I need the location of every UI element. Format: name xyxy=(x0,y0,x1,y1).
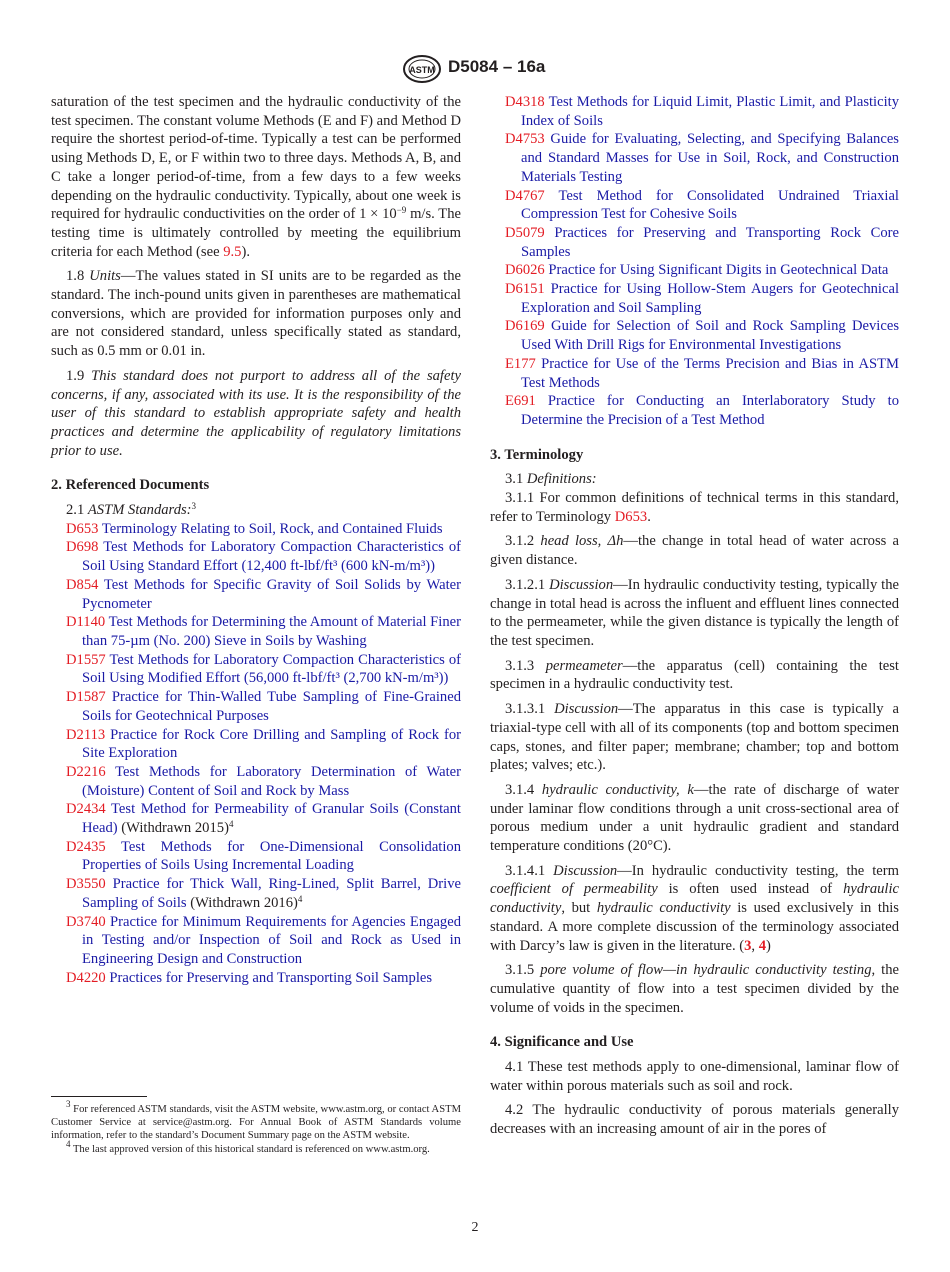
reference-title-link[interactable]: Test Methods for Laboratory Compaction Characteristics of Soil Using Standard Effort (12,400 ft-lbf/ft³ (600 kN-m/m³)) xyxy=(82,539,461,575)
paragraph-3-1-3-1: 3.1.3.1 Discussion—The apparatus in this case is typically a triaxial-type cell with all of its components (top and bottom specimen caps, stones, and filter paper; membrane; chamber; top and bottom plates; valves; etc.). xyxy=(490,701,900,774)
reference-code-link[interactable]: E691 xyxy=(505,393,536,410)
reference-entry xyxy=(490,130,899,186)
paragraph-continuation: saturation of the test specimen and the hydraulic conductivity of the test specimen. The constant volume Methods (E and F) and Method D require the shortest period-of-time. Typically a test can be performed using Methods D, E, or F within two to three days. Methods A, B, and C take a longer period-of-time, from a few days to a few weeks depending on the hydraulic conductivity. Typically, about one week is required for hydraulic conductivities on the order of $1 \times 10^{-9}$ m/s. The testing time is ultimately controlled by meeting the equilibrium criteria for each Method (see 9.5). xyxy=(51,94,461,260)
section-heading-4: 4. Significance and Use xyxy=(490,1034,634,1051)
reference-title-link[interactable]: Guide for Evaluating, Selecting, and Specifying Balances and Standard Masses for Use in Soil, Rock, and Construction Materials Testing xyxy=(521,131,899,185)
reference-entry xyxy=(51,763,461,800)
reference-code-link[interactable]: D854 xyxy=(66,576,99,593)
section-link-9-5[interactable]: 9.5 xyxy=(223,243,242,260)
paragraph-3-1-3: 3.1.3 permeameter—the apparatus (cell) containing the test specimen in a hydraulic conductivity test. xyxy=(490,657,899,693)
citation-link-4[interactable]: 4 xyxy=(758,937,766,954)
reference-entry xyxy=(51,538,461,575)
reference-entry xyxy=(51,576,461,613)
reference-entry xyxy=(51,838,461,875)
section-heading-2: 2. Referenced Documents xyxy=(51,477,210,494)
reference-title-link[interactable]: Practice for Rock Core Drilling and Sampling of Rock for Site Exploration xyxy=(82,726,461,762)
reference-title-link[interactable]: Practice for Minimum Requirements for Agencies Engaged in Testing and/or Inspection of Soil and Rock as Used in Engineering Design and Construction xyxy=(82,913,461,967)
reference-entry xyxy=(490,187,899,224)
paragraph-3-1: 3.1 Definitions: xyxy=(505,471,597,488)
footnote-4: $^4$ The last approved version of this historical standard is referenced on www.astm.org. xyxy=(66,1138,430,1155)
reference-title-link[interactable]: Test Methods for Laboratory Compaction Characteristics of Soil Using Modified Effort (56,000 ft-lbf/ft³ (2,700 kN-m/m³)) xyxy=(82,651,461,687)
reference-code-link[interactable]: D4767 xyxy=(505,187,545,204)
reference-title-link[interactable]: Test Methods for Determining the Amount of Material Finer than 75-µm (No. 200) Sieve in Soils by Washing xyxy=(82,614,461,649)
document-number: D5084 – 16a xyxy=(448,57,546,76)
reference-entry xyxy=(51,969,461,988)
reference-code-link[interactable]: D698 xyxy=(66,539,99,556)
reference-title-link[interactable]: Practice for Using Significant Digits in Geotechnical Data xyxy=(544,262,889,279)
reference-title-link[interactable]: Test Methods for Laboratory Determination of Water (Moisture) Content of Soil and Rock by Mass xyxy=(82,763,461,799)
reference-code-link[interactable]: D4753 xyxy=(505,131,545,148)
reference-title-link[interactable]: Test Methods for One-Dimensional Consolidation Properties of Soils Using Incremental Loading xyxy=(82,838,461,874)
withdrawn-note: (Withdrawn 2015) xyxy=(117,820,229,837)
paragraph-4-1: 4.1 These test methods apply to one-dimensional, laminar flow of water within porous materials such as soil and rock. xyxy=(490,1059,899,1094)
footnote-divider xyxy=(51,1096,147,1097)
reference-title-link[interactable]: Practice for Thick Wall, Ring-Lined, Split Barrel, Drive Sampling of Soils xyxy=(82,876,461,911)
reference-title-link[interactable]: Test Method for Permeability of Granular Soils (Constant Head) xyxy=(82,801,461,837)
reference-entry xyxy=(490,355,899,392)
paragraph-3-1-2-1: 3.1.2.1 Discussion—In hydraulic conductivity testing, typically the change in total head is across the influent and effluent lines connected to the permeameter, while the given distance is typically the length of the test specimen. xyxy=(490,576,900,649)
footnote-3: $^3$ For referenced ASTM standards, visit the ASTM website, www.astm.org, or contact ASTM Customer Service at service@astm.org. For Annual Book of ASTM Standards volume information, refer to the standard’s Document Summary page on the ASTM website. xyxy=(51,1099,461,1142)
section-heading-3: 3. Terminology xyxy=(490,446,584,463)
reference-title-link[interactable]: Practice for Conducting an Interlaboratory Study to Determine the Precision of a Test Method xyxy=(521,393,899,428)
reference-entry xyxy=(51,913,461,969)
reference-code-link[interactable]: D1557 xyxy=(66,651,106,668)
reference-list-left xyxy=(51,520,461,988)
reference-entry xyxy=(490,317,899,354)
reference-title-link[interactable]: Practices for Preserving and Transporting Soil Samples xyxy=(105,969,433,986)
reference-list-right xyxy=(490,93,899,430)
reference-entry xyxy=(51,651,461,688)
reference-code-link[interactable]: D2434 xyxy=(66,801,106,818)
reference-title-link[interactable]: Test Methods for Specific Gravity of Soil Solids by Water Pycnometer xyxy=(82,576,461,612)
reference-title-link[interactable]: Guide for Selection of Soil and Rock Sampling Devices Used With Drill Rigs for Environmental Investigations xyxy=(521,318,899,354)
reference-code-link[interactable]: D6026 xyxy=(505,262,545,279)
paragraph-3-1-4-1: 3.1.4.1 Discussion—In hydraulic conductivity testing, the term coefficient of permeability is often used instead of hydraulic conductivity, but hydraulic conductivity is used exclusively in this standard. A more complete discussion of the terminology associated with Darcy’s law is given in the literature. (3, 4) xyxy=(490,862,900,954)
reference-code-link[interactable]: D3740 xyxy=(66,913,106,930)
right-column xyxy=(490,93,899,1139)
reference-entry xyxy=(51,520,461,539)
reference-entry xyxy=(490,280,899,317)
reference-title-link[interactable]: Test Methods for Liquid Limit, Plastic Limit, and Plasticity Index of Soils xyxy=(521,94,899,129)
paragraph-3-1-5: 3.1.5 pore volume of flow—in hydraulic conductivity testing, the cumulative quantity of flow into a test specimen divided by the volume of voids in the specimen. xyxy=(490,962,899,1016)
reference-title-link[interactable]: Practice for Thin-Walled Tube Sampling of Fine-Grained Soils for Geotechnical Purposes xyxy=(82,689,461,724)
reference-entry xyxy=(490,224,899,261)
svg-text:ASTM: ASTM xyxy=(409,65,435,75)
reference-code-link[interactable]: D4318 xyxy=(505,94,545,110)
reference-entry xyxy=(51,613,461,650)
reference-code-link[interactable]: D6151 xyxy=(505,281,545,298)
reference-entry xyxy=(490,93,899,130)
reference-entry xyxy=(51,726,461,763)
reference-entry xyxy=(51,800,461,837)
footnotes xyxy=(51,1099,461,1156)
reference-code-link[interactable]: D6169 xyxy=(505,318,545,335)
reference-entry xyxy=(490,261,899,280)
reference-code-link[interactable]: E177 xyxy=(505,355,536,372)
reference-title-link[interactable]: Practice for Using Hollow-Stem Augers for Geotechnical Exploration and Soil Sampling xyxy=(521,281,899,316)
reference-entry xyxy=(51,875,461,912)
reference-code-link[interactable]: D2113 xyxy=(66,726,106,743)
reference-code-link[interactable]: D2435 xyxy=(66,838,106,855)
astm-logo-icon xyxy=(402,54,442,84)
reference-code-link[interactable]: D1140 xyxy=(66,614,106,631)
reference-link-d653[interactable]: D653 xyxy=(614,508,648,525)
paragraph-2-1: 2.1 ASTM Standards:$^3$ xyxy=(66,501,197,519)
withdrawn-note: (Withdrawn 2016) xyxy=(186,894,298,911)
paragraph-1-9: 1.9 This standard does not purport to address all of the safety concerns, if any, associated with its use. It is the responsibility of the user of this standard to establish appropriate safety and health practices and determine the applicability of regulatory limitations prior to use. xyxy=(51,367,461,459)
reference-code-link[interactable]: D2216 xyxy=(66,763,106,780)
paragraph-1-8: 1.8 Units—The values stated in SI units are to be regarded as the standard. The inch-pound units given in parentheses are mathematical conversions, which are provided for information purposes only and are not considered standard, unless specifically stated as standard, such as 0.5 mm or 0.01 in. xyxy=(51,268,461,360)
reference-title-link[interactable]: Terminology Relating to Soil, Rock, and Contained Fluids xyxy=(98,520,443,537)
paragraph-3-1-1: 3.1.1 For common definitions of technical terms in this standard, refer to Terminology D653. xyxy=(490,490,899,525)
reference-code-link[interactable]: D3550 xyxy=(66,876,106,893)
reference-title-link[interactable]: Practices for Preserving and Transporting Rock Core Samples xyxy=(521,224,899,260)
reference-title-link[interactable]: Practice for Use of the Terms Precision and Bias in ASTM Test Methods xyxy=(521,355,899,391)
reference-title-link[interactable]: Test Method for Consolidated Undrained Triaxial Compression Test for Cohesive Soils xyxy=(521,187,899,223)
paragraph-4-2: 4.2 The hydraulic conductivity of porous materials generally decreases with an increasing amount of air in the pores of xyxy=(490,1102,899,1138)
reference-code-link[interactable]: D4220 xyxy=(66,969,106,986)
citation-link-3[interactable]: 3 xyxy=(744,937,752,954)
paragraph-3-1-4: 3.1.4 hydraulic conductivity, k—the rate of discharge of water under laminar flow conditions through a unit cross-sectional area of porous medium under a unit hydraulic gradient and standard temperature conditions (20°C). xyxy=(490,781,899,855)
paragraph-3-1-2: 3.1.2 head loss, Δh—the change in total head of water across a given distance. xyxy=(490,533,899,569)
page-header xyxy=(0,54,950,84)
page-number: 2 xyxy=(471,1220,479,1235)
reference-entry xyxy=(490,392,899,429)
reference-code-link[interactable]: D1587 xyxy=(66,689,106,706)
footnote-marker: 4 xyxy=(228,819,234,830)
reference-code-link[interactable]: D653 xyxy=(66,520,99,537)
left-column xyxy=(51,93,461,987)
reference-code-link[interactable]: D5079 xyxy=(505,224,545,241)
reference-entry xyxy=(51,688,461,725)
footnote-marker: 4 xyxy=(297,893,303,904)
